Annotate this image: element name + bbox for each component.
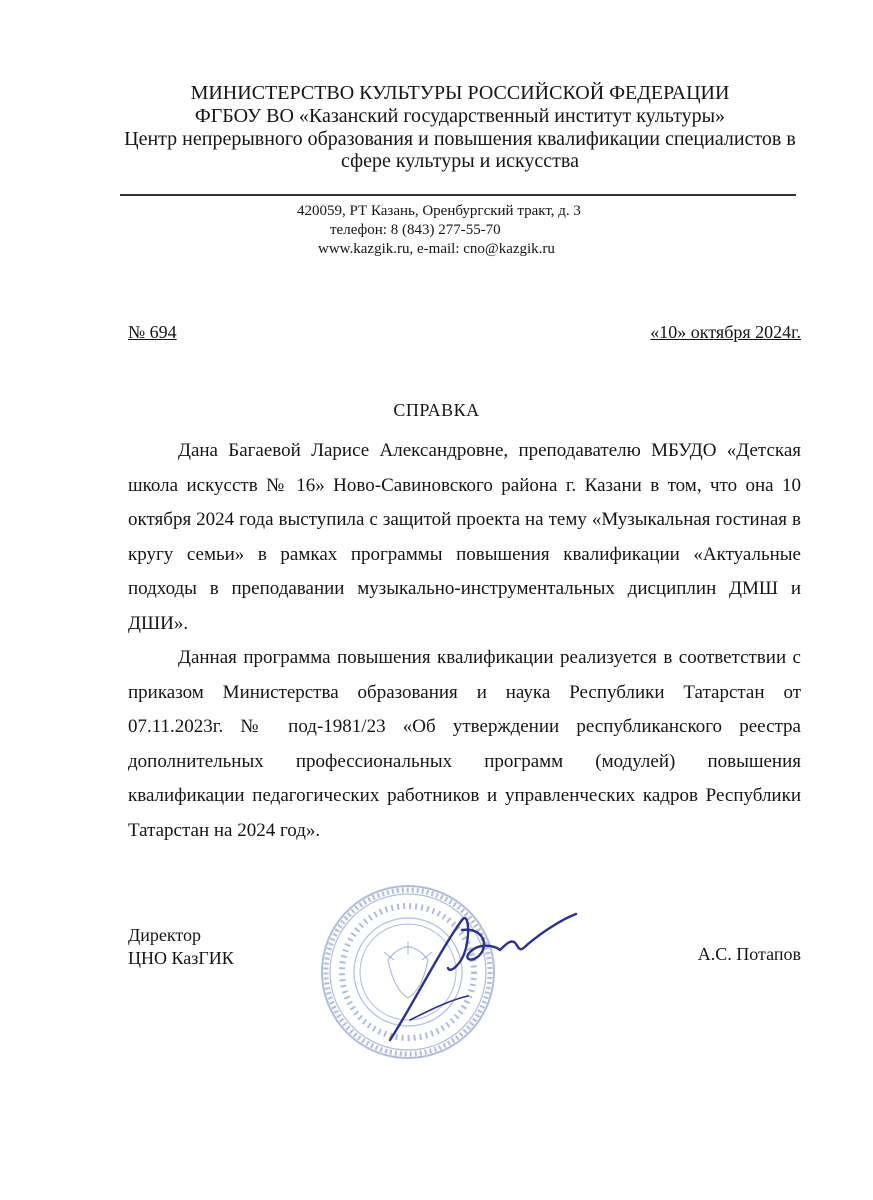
institution-heading: ФГБОУ ВО «Казанский государственный институт культуры» [194, 105, 726, 127]
signatory-position-line1: Директор [128, 925, 202, 945]
signatory-position-line2: ЦНО КазГИК [128, 948, 234, 968]
handwritten-signature [370, 900, 590, 1050]
ministry-heading: МИНИСТЕРСТВО КУЛЬТУРЫ РОССИЙСКОЙ ФЕДЕРАЦИИ [190, 82, 730, 104]
signatory-name: А.С. Потапов [697, 944, 801, 964]
body-paragraph-1: Дана Багаевой Ларисе Александровне, преподавателю МБУДО «Детская школа искусств № 16» Ново-Савиновского района г. Казани в том, что она 10 октября 2024 года выступила с защитой проекта на тему «Музыкальная гостиная в кругу семьи» в рамках программы повышения квалификации «Актуальные подходы в преподавании музыкально-инструментальных дисциплин ДМШ и ДШИ». [128, 440, 801, 634]
signatory-position [128, 924, 234, 970]
document-date: «10» октября 2024г. [650, 322, 801, 342]
postal-address: 420059, РТ Казань, Оренбургский тракт, д. 3 [297, 203, 581, 219]
phone-line: телефон: 8 (843) 277-55-70 [330, 222, 501, 238]
body-paragraph-2: Данная программа повышения квалификации реализуется в соответствии с приказом Министерства образования и наука Республики Татарстан от 07.11.2023г. № под-1981/23 «Об утверждении республиканского реестра дополнительных профессиональных программ (модулей) повышения квалификации педагогических работников и управленческих кадров Республики Татарстан на 2024 год». [128, 647, 801, 841]
center-heading-line1: Центр непрерывного образования и повышения квалификации специалистов в [124, 128, 796, 150]
document-title: СПРАВКА [393, 400, 480, 420]
center-heading-line2: сфере культуры и искусства [341, 150, 579, 172]
header-divider [120, 194, 796, 196]
web-email-line: www.kazgik.ru, e-mail: cno@kazgik.ru [318, 241, 555, 257]
document-number: № 694 [128, 322, 177, 342]
